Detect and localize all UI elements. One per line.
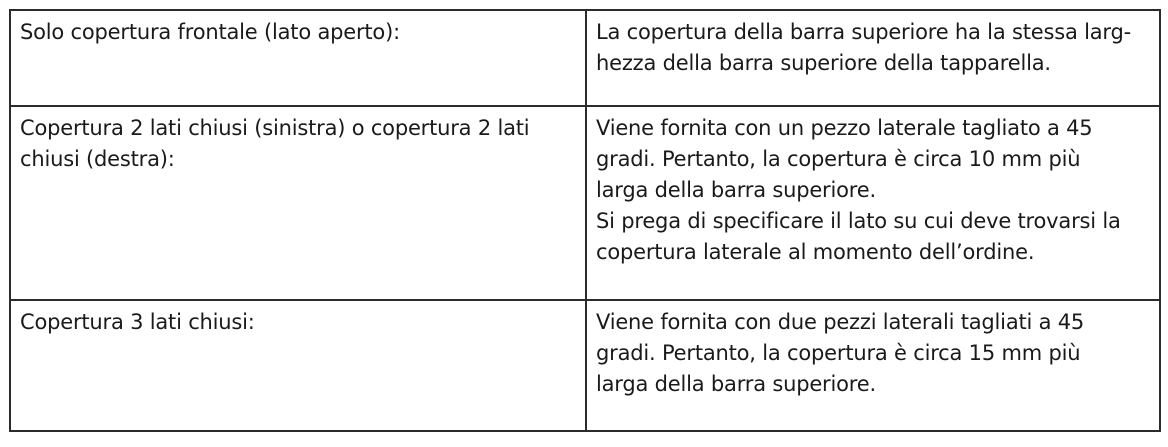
cover-options-table bbox=[9, 9, 1161, 432]
table-row bbox=[10, 300, 1160, 431]
row-description-cell: La copertura della barra superiore ha la stessa larg- hezza della barra superiore della tapparella. bbox=[586, 10, 1160, 106]
row-label-cell: Copertura 3 lati chiusi: bbox=[10, 300, 586, 431]
row-description-cell: Viene fornita con due pezzi laterali tagliati a 45 gradi. Pertanto, la copertura è circa 15 mm più larga della barra superiore. bbox=[586, 300, 1160, 431]
table-row bbox=[10, 106, 1160, 300]
row-label-cell: Copertura 2 lati chiusi (sinistra) o copertura 2 lati chiusi (destra): bbox=[10, 106, 586, 300]
table-row bbox=[10, 10, 1160, 106]
row-description-cell: Viene fornita con un pezzo laterale tagliato a 45 gradi. Pertanto, la copertura è circa 10 mm più larga della barra superiore. Si prega di specificare il lato su cui deve trovarsi la copertura laterale al momento dell’ordine. bbox=[586, 106, 1160, 300]
row-label-cell: Solo copertura frontale (lato aperto): bbox=[10, 10, 586, 106]
